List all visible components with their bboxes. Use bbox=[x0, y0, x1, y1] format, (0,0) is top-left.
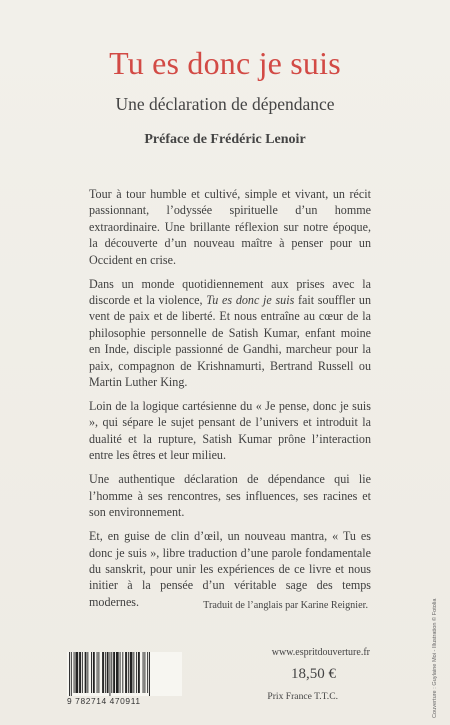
price-note: Prix France T.T.C. bbox=[267, 691, 338, 702]
cover-credits: Couverture : Guylaine Moi - Illustration © Fotolia bbox=[432, 598, 438, 718]
publisher-website: www.espritdouverture.fr bbox=[271, 647, 370, 658]
blurb-paragraph-1: Tour à tour humble et cultivé, simple et vivant, un récit passionnant, l’odyssée spirituelle d’un homme extraordinaire. Une brillante réflexion sur notre époque, la découverte d’un nouveau maître à penser pour un Occident en crise. bbox=[89, 187, 371, 267]
blurb-paragraph-3: Loin de la logique cartésienne du « Je pense, donc je suis », qui sépare le sujet pensant de l’univers et introduit la dualité et la rupture, Satish Kumar prône l’interaction entre les êtres et leur milieu. bbox=[89, 399, 371, 463]
translator-credit: Traduit de l’anglais par Karine Reignier. bbox=[203, 600, 368, 611]
preface-credit: Préface de Frédéric Lenoir bbox=[144, 132, 306, 147]
isbn-number: 9 782714 470911 bbox=[67, 696, 141, 706]
blurb-paragraph-2 bbox=[89, 276, 371, 391]
blurb-paragraph-5: Et, en guise de clin d’œil, un nouveau mantra, « Tu es donc je suis », libre traduction d’une parole fondamentale du sanskrit, pour unir les expériences de ce livre et nous initier à la pensée d’un véritable sage des temps modernes. bbox=[89, 529, 371, 609]
book-price: 18,50 € bbox=[291, 666, 336, 682]
blurb-p2-end: fait souffler un vent de paix et de liberté. Et nous entraîne au cœur de la philosophie personnelle de Satish Kumar, enfant moine en Inde, disciple passionné de Gandhi, marcheur pour la paix, compagnon de Krishnamurti, Bertrand Russell ou Martin Luther King. bbox=[89, 293, 371, 390]
blurb-p2-start: Dans un monde quotidiennement aux prises avec la discorde et la violence, bbox=[89, 276, 371, 308]
blurb-p2-title-italic: Tu es donc je suis bbox=[206, 293, 295, 308]
book-title: Tu es donc je suis bbox=[109, 45, 341, 81]
book-subtitle: Une déclaration de dépendance bbox=[115, 94, 335, 114]
back-cover-blurb bbox=[89, 186, 371, 618]
blurb-paragraph-4: Une authentique déclaration de dépendance qui lie l’homme à ses rencontres, ses influences, ses racines et son environnement. bbox=[89, 472, 371, 520]
